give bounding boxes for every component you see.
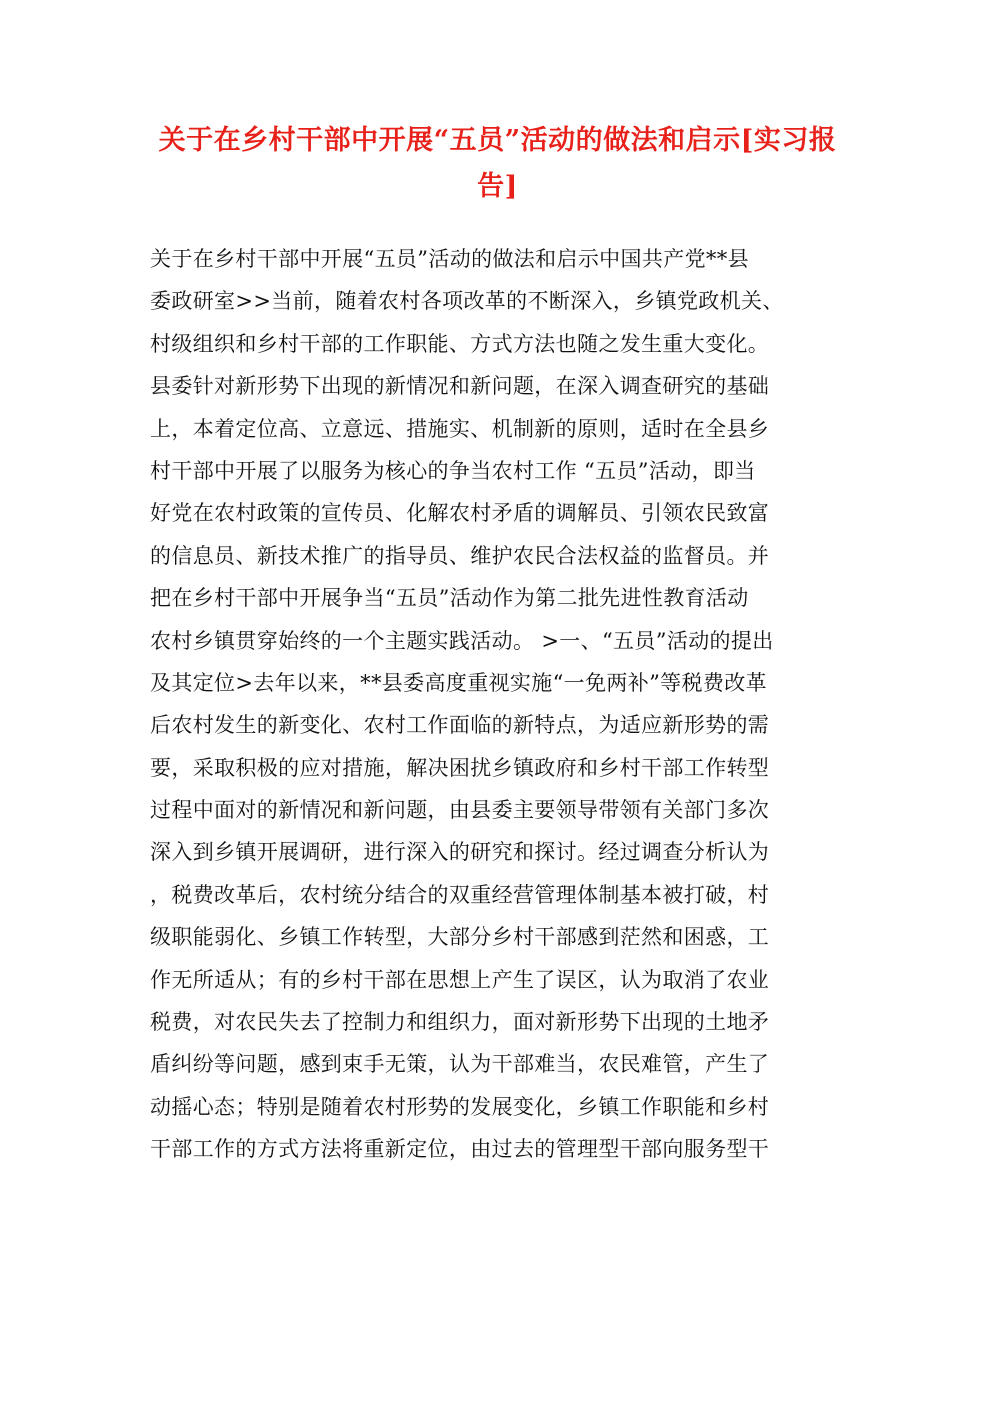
body-line: 深入到乡镇开展调研，进行深入的研究和探讨。经过调查分析认为 [150,840,770,865]
body-line: 税费，对农民失去了控制力和组织力，面对新形势下出现的土地矛 [150,1010,770,1035]
body-line: 盾纠纷等问题，感到束手无策，认为干部难当，农民难管，产生了 [150,1052,770,1077]
body-line: 过程中面对的新情况和新问题，由县委主要领导带领有关部门多次 [150,798,770,823]
body-line: 农村乡镇贯穿始终的一个主题实践活动。 >一、“五员”活动的提出 [150,628,774,653]
body-line: 好党在农村政策的宣传员、化解农村矛盾的调解员、引领农民致富 [150,501,770,526]
body-line: 村干部中开展了以服务为核心的争当农村工作 “五员”活动，即当 [150,458,756,483]
title-line: 关于在乡村干部中开展“五员”活动的做法和启示[实习报 [158,125,837,156]
body-line: 后农村发生的新变化、农村工作面临的新特点，为适应新形势的需 [150,713,770,738]
body-line: 委政研室>>当前，随着农村各项改革的不断深入，乡镇党政机关、 [150,289,784,314]
body-line: 县委针对新形势下出现的新情况和新问题，在深入调查研究的基础 [150,374,770,399]
title-line: 告] [477,171,518,202]
body-line: 动摇心态；特别是随着农村形势的发展变化，乡镇工作职能和乡村 [150,1094,770,1119]
body-line: 村级组织和乡村干部的工作职能、方式方法也随之发生重大变化。 [150,331,770,356]
body-line: ，税费改革后，农村统分结合的双重经营管理体制基本被打破，村 [150,882,770,907]
body-line: 要，采取积极的应对措施，解决困扰乡镇政府和乡村干部工作转型 [150,755,770,780]
body-line: 及其定位>去年以来，**县委高度重视实施“一免两补”等税费改革 [150,670,767,695]
document-title [150,118,845,210]
body-line: 关于在乡村干部中开展“五员”活动的做法和启示中国共产党**县 [150,247,749,271]
body-line: 干部工作的方式方法将重新定位，由过去的管理型干部向服务型干 [150,1137,770,1162]
body-line: 作无所适从；有的乡村干部在思想上产生了误区，认为取消了农业 [150,967,770,992]
body-line: 级职能弱化、乡镇工作转型，大部分乡村干部感到茫然和困惑，工 [150,925,770,950]
document-body [150,238,850,1171]
body-line: 上，本着定位高、立意远、措施实、机制新的原则，适时在全县乡 [150,416,770,441]
body-line: 把在乡村干部中开展争当“五员”活动作为第二批先进性教育活动 [150,586,749,611]
body-line: 的信息员、新技术推广的指导员、维护农民合法权益的监督员。并 [150,543,770,568]
